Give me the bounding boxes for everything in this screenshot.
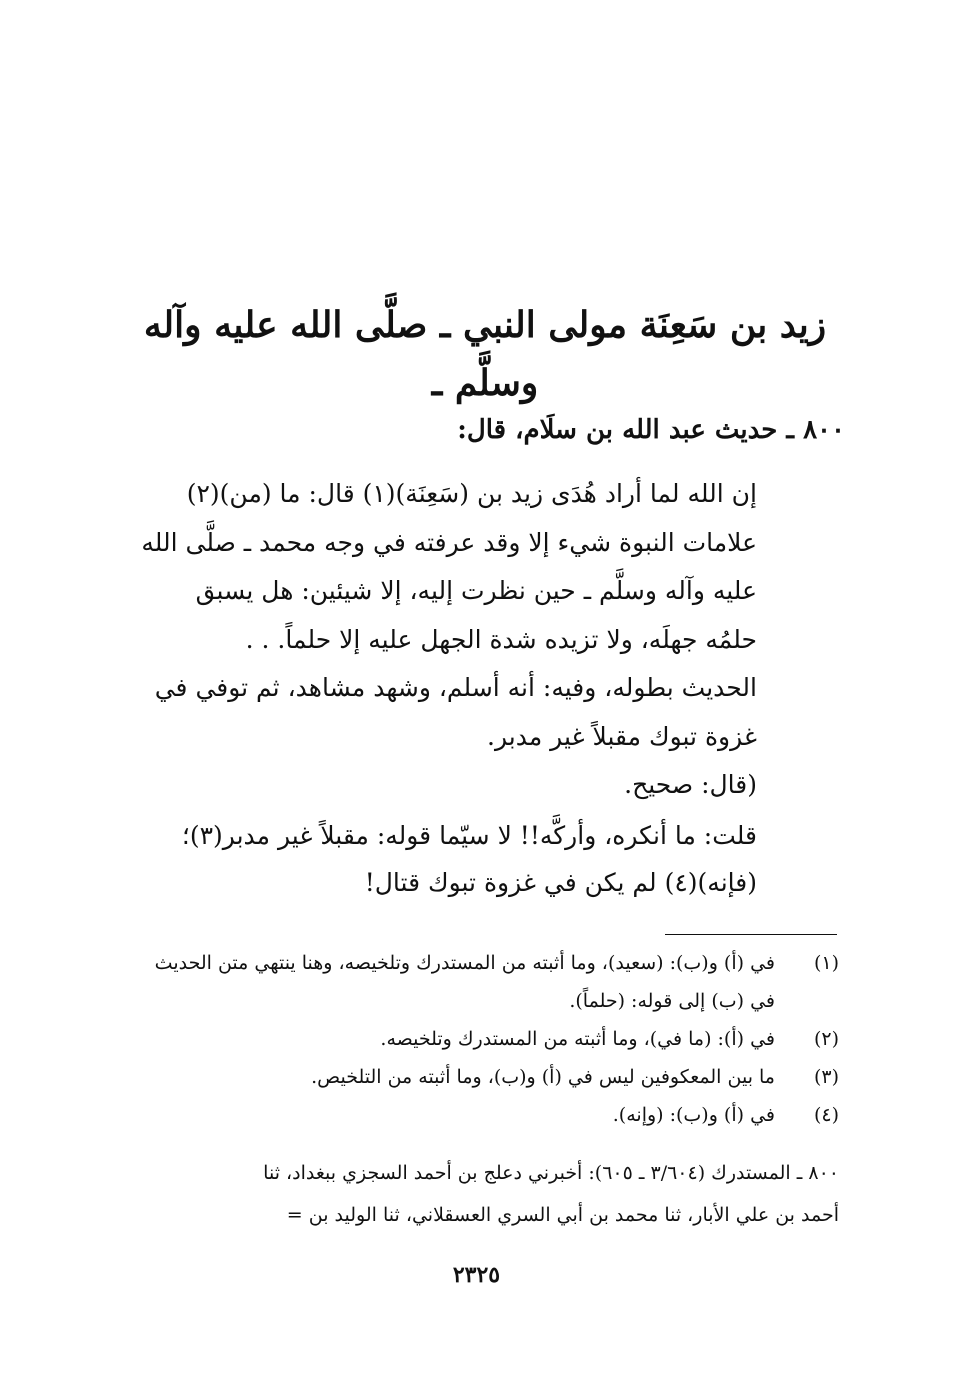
entry-heading: ٨٠٠ ـ حديث عبد الله بن سلَام، قال: <box>457 415 845 445</box>
footnote-divider <box>665 934 837 935</box>
footnote-number: (٤) <box>813 1104 839 1126</box>
footnote-text: في (أ) و(ب): (سعيد)، وما أثبته من المستدرك وتلخيصه، وهنا ينتهي متن الحديث في (ب) إلى قوله: (حلماً). <box>154 952 775 1012</box>
author-comment <box>137 812 757 906</box>
hadith-line: عليه وآله وسلَّم ـ حين نظرت إليه، إلا شيئين: هل يسبق <box>195 576 757 605</box>
hadith-line: إن الله لما أراد هُدَى زيد بن (سَعِنَة)(١) قال: ما (من)(٢) <box>186 479 757 508</box>
hadith-text <box>137 470 757 810</box>
footnotes <box>139 944 839 1134</box>
title-line-2: وسلَّم ـ <box>431 362 539 404</box>
hadith-line: علامات النبوة شيء إلا وقد عرفته في وجه محمد ـ صلَّى الله <box>141 527 757 557</box>
section-title <box>130 296 840 412</box>
hadith-line: غزوة تبوك مقبلاً غير مدبر. <box>487 721 757 751</box>
source-reference <box>139 1152 839 1236</box>
page-number: ٢٣٢٥ <box>452 1262 501 1288</box>
footnote-text: في (أ) و(ب): (وإنه). <box>612 1104 775 1126</box>
comment-line: قلت: ما أنكره، وأركَّه!! لا سيّما قوله: مقبلاً غير مدبر(٣)؛ <box>181 821 757 850</box>
hadith-line: حلمُه جهلَه، ولا تزيده شدة الجهل عليه إلا حلماً. . . <box>245 624 757 654</box>
source-line-2: أحمد بن علي الأبار، ثنا محمد بن أبي السري العسقلاني، ثنا الوليد بن = <box>286 1204 839 1226</box>
footnote-number: (٢) <box>813 1028 839 1050</box>
comment-line: (فإنه)(٤) لم يكن في غزوة تبوك قتال! <box>364 868 757 897</box>
footnote-number: (٣) <box>813 1066 839 1088</box>
hadith-line: (قال: صحيح. <box>624 770 757 799</box>
footnote-2 <box>139 1020 839 1058</box>
footnote-text: في (أ): (ما في)، وما أثبته من المستدرك وتلخيصه. <box>380 1028 775 1050</box>
hadith-line: الحديث بطوله، وفيه: أنه أسلم، وشهد مشاهد، ثم توفي في <box>154 673 757 702</box>
title-line-1: زيد بن سَعِنَة مولى النبي ـ صلَّى الله عليه وآله <box>143 304 827 346</box>
footnote-1 <box>139 944 839 1020</box>
source-line-1: ٨٠٠ ـ المستدرك (٣/٦٠٤ ـ ٦٠٥): أخبرني دعلج بن أحمد السجزي ببغداد، ثنا <box>263 1162 839 1184</box>
footnote-3 <box>139 1058 839 1096</box>
footnote-number: (١) <box>813 952 839 974</box>
footnote-4 <box>139 1096 839 1134</box>
footnote-text: ما بين المعكوفين ليس في (أ) و(ب)، وما أثبته من التلخيص. <box>311 1066 775 1088</box>
